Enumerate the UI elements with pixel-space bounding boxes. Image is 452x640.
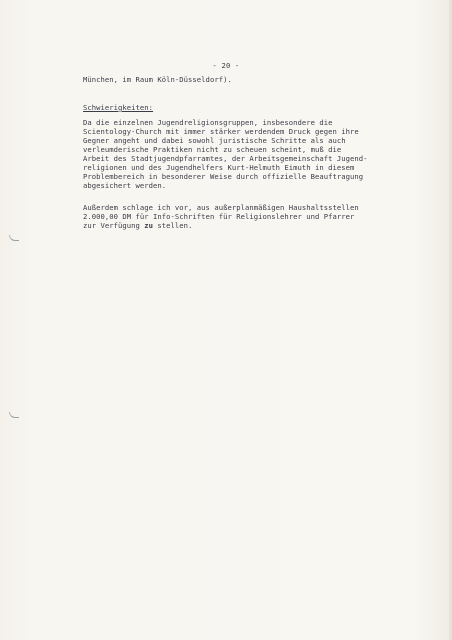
- paragraph1-line-3: Gegner angeht und dabei sowohl juristische Schritte als auch: [83, 136, 346, 145]
- paragraph1-line-5: Arbeit des Stadtjugendpfarramtes, der Arbeitsgemeinschaft Jugend-: [83, 154, 368, 163]
- page-number: - 20 -: [212, 61, 240, 70]
- paragraph2-line-1: Außerdem schlage ich vor, aus außerplanmäßigen Haushaltsstellen: [83, 203, 359, 212]
- intro-line: München, im Raum Köln-Düsseldorf).: [83, 75, 232, 84]
- paragraph1-line-4: verleumderische Praktiken nicht zu scheuen scheint, muß die: [83, 145, 342, 154]
- punch-hole-mark-top: [6, 233, 18, 241]
- section-heading: Schwierigkeiten:: [83, 103, 154, 112]
- paragraph2-line-3-bold: zu: [144, 221, 154, 230]
- paragraph1-line-1: Da die einzelnen Jugendreligionsgruppen, insbesondere die: [83, 118, 333, 127]
- paragraph1-line-7: Problembereich in besonderer Weise durch offizielle Beauftragung: [83, 172, 364, 181]
- paragraph1-line-8: abgesichert werden.: [83, 181, 167, 190]
- punch-hole-mark-bottom: [6, 410, 18, 418]
- paragraph2-line-2: 2.000,00 DM für Info-Schriften für Religionslehrer und Pfarrer: [83, 212, 355, 221]
- paragraph2-line-3-prefix: zur Verfügung: [83, 221, 145, 230]
- paragraph2-line-3: [83, 221, 192, 230]
- paragraph1-line-2: Scientology-Church mit immer stärker werdendem Druck gegen ihre: [83, 127, 359, 136]
- paragraph1-line-6: religionen und des Jugendhelfers Kurt-Helmuth Eimuth in diesem: [83, 163, 355, 172]
- paragraph2-line-3-suffix: stellen.: [153, 221, 193, 230]
